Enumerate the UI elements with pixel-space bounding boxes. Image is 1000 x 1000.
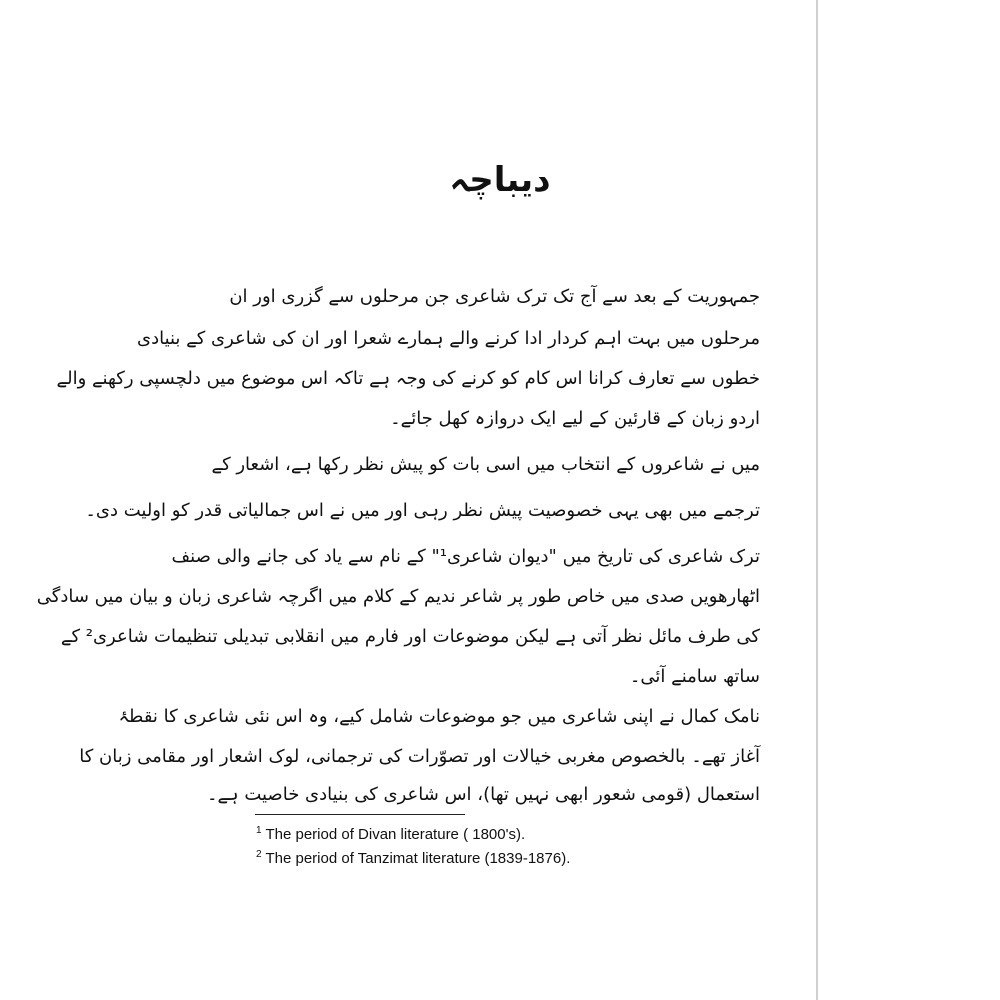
body-line: آغاز تھے۔ بالخصوص مغربی خیالات اور تصوّرات کی ترجمانی، لوک اشعار اور مقامی زبان کا	[79, 746, 760, 767]
body-line: کی طرف مائل نظر آتی ہے لیکن موضوعات اور فارم میں انقلابی تبدیلی تنظیمات شاعری² کے	[60, 626, 760, 647]
body-line: میں نے شاعروں کے انتخاب میں اسی بات کو پیش نظر رکھا ہے، اشعار کے	[211, 454, 760, 475]
body-line: ساتھ سامنے آئی۔	[629, 666, 760, 687]
footnote	[256, 824, 776, 846]
footnote-number: 2	[256, 849, 262, 860]
body-line: استعمال (قومی شعور ابھی نہیں تھا)، اس شاعری کی بنیادی خاصیت ہے۔	[206, 784, 760, 805]
body-line: ترجمے میں بھی یہی خصوصیت پیش نظر رہی اور میں نے اس جمالیاتی قدر کو اولیت دی۔	[85, 500, 760, 521]
body-line: جمہوریت کے بعد سے آج تک ترک شاعری جن مرحلوں سے گزری اور ان	[229, 286, 760, 307]
footnote-text: The period of Divan literature ( 1800's).	[265, 826, 526, 843]
body-line: ترک شاعری کی تاریخ میں "دیوان شاعری¹" کے نام سے یاد کی جانے والی صنف	[171, 546, 760, 567]
footnote-text: The period of Tanzimat literature (1839-1876).	[265, 850, 571, 867]
body-line: مرحلوں میں بہت اہم کردار ادا کرنے والے ہمارے شعرا اور ان کی شاعری کے بنیادی	[136, 328, 760, 349]
footnote	[256, 848, 776, 870]
body-line: اردو زبان کے قارئین کے لیے ایک دروازہ کھل جائے۔	[390, 408, 760, 429]
body-line: خطوں سے تعارف کرانا اس کام کو کرنے کی وجہ ہے تاکہ اس موضوع میں دلچسپی رکھنے والے	[56, 368, 760, 389]
footnote-number: 1	[256, 825, 262, 836]
body-line: اٹھارھویں صدی میں خاص طور پر شاعر ندیم کے کلام میں اگرچہ شاعری زبان و بیان میں سادگی	[36, 586, 760, 607]
footnote-separator	[255, 814, 465, 815]
page-title: دیباچہ	[449, 160, 551, 200]
body-line: نامک کمال نے اپنی شاعری میں جو موضوعات شامل کیے، وہ اس نئی شاعری کا نقطۂ	[118, 706, 760, 727]
